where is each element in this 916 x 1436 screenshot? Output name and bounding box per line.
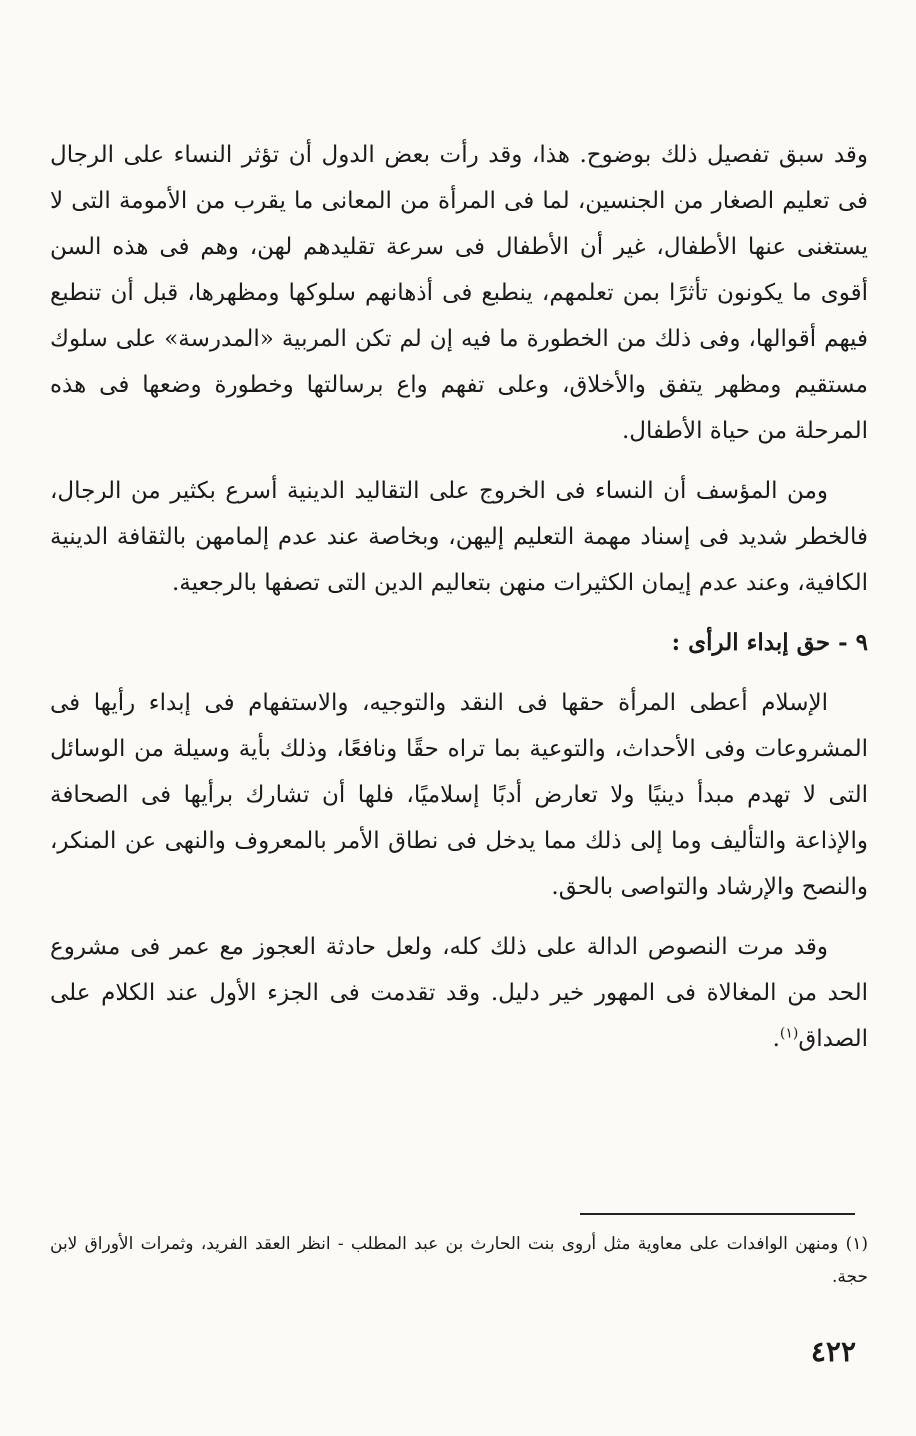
- footnote: (١) ومنهن الوافدات على معاوية مثل أروى بنت الحارث بن عبد المطلب - انظر العقد الفريد، وثمرات الأوراق لابن حجة.: [50, 1234, 868, 1287]
- paragraph-2: ومن المؤسف أن النساء فى الخروج على التقاليد الدينية أسرع بكثير من الرجال، فالخطر شديد فى إسناد مهمة التعليم إليهن، وبخاصة عند عدم إلمامهن بالثقافة الدينية الكافية، وعند عدم إيمان الكثيرات منهن بتعاليم الدين التى تصفها بالرجعية.: [50, 478, 868, 596]
- paragraph-4: [50, 924, 868, 1062]
- paragraph-3: الإسلام أعطى المرأة حقها فى النقد والتوجيه، والاستفهام فى إبداء رأيها فى المشروعات وفى الأحداث، والتوعية بما تراه حقًا ونافعًا، وذلك بأية وسيلة من الوسائل التى لا تهدم مبدأ دينيًا ولا تعارض أدبًا إسلاميًا، فلها أن تشارك برأيها فى الصحافة والإذاعة والتأليف وما إلى ذلك مما يدخل فى نطاق الأمر بالمعروف والنهى عن المنكر، والنصح والإرشاد والتواصى بالحق.: [50, 690, 868, 900]
- footnote-reference: (١): [779, 1025, 799, 1042]
- footnote-divider: [580, 1213, 855, 1215]
- main-text: [50, 132, 868, 1062]
- paragraph-1: وقد سبق تفصيل ذلك بوضوح. هذا، وقد رأت بعض الدول أن تؤثر النساء على الرجال فى تعليم الصغار من الجنسين، لما فى المرأة من المعانى ما يقرب من الأمومة التى لا يستغنى عنها الأطفال، غير أن الأطفال فى سرعة تقليدهم لهن، وهم فى هذه السن أقوى ما يكونون تأثرًا بمن تعلمهم، ينطبع فى أذهانهم سلوكها ومظهرها، قبل أن تنطبع فيهم أقوالها، وفى ذلك من الخطورة ما فيه إن لم تكن المربية «المدرسة» على سلوك مستقيم ومظهر يتفق والأخلاق، وعلى تفهم واع برسالتها وخطورة وضعها فى هذه المرحلة من حياة الأطفال.: [50, 142, 868, 444]
- page-number: ٤٢٢: [810, 1335, 856, 1368]
- section-heading: ٩ - حق إبداء الرأى :: [671, 629, 868, 656]
- paragraph-4-text: وقد مرت النصوص الدالة على ذلك كله، ولعل حادثة العجوز مع عمر فى مشروع الحد من المغالاة فى المهور خير دليل. وقد تقدمت فى الجزء الأول عند الكلام على الصداق: [50, 934, 868, 1052]
- paragraph-4-end: .: [772, 1026, 780, 1052]
